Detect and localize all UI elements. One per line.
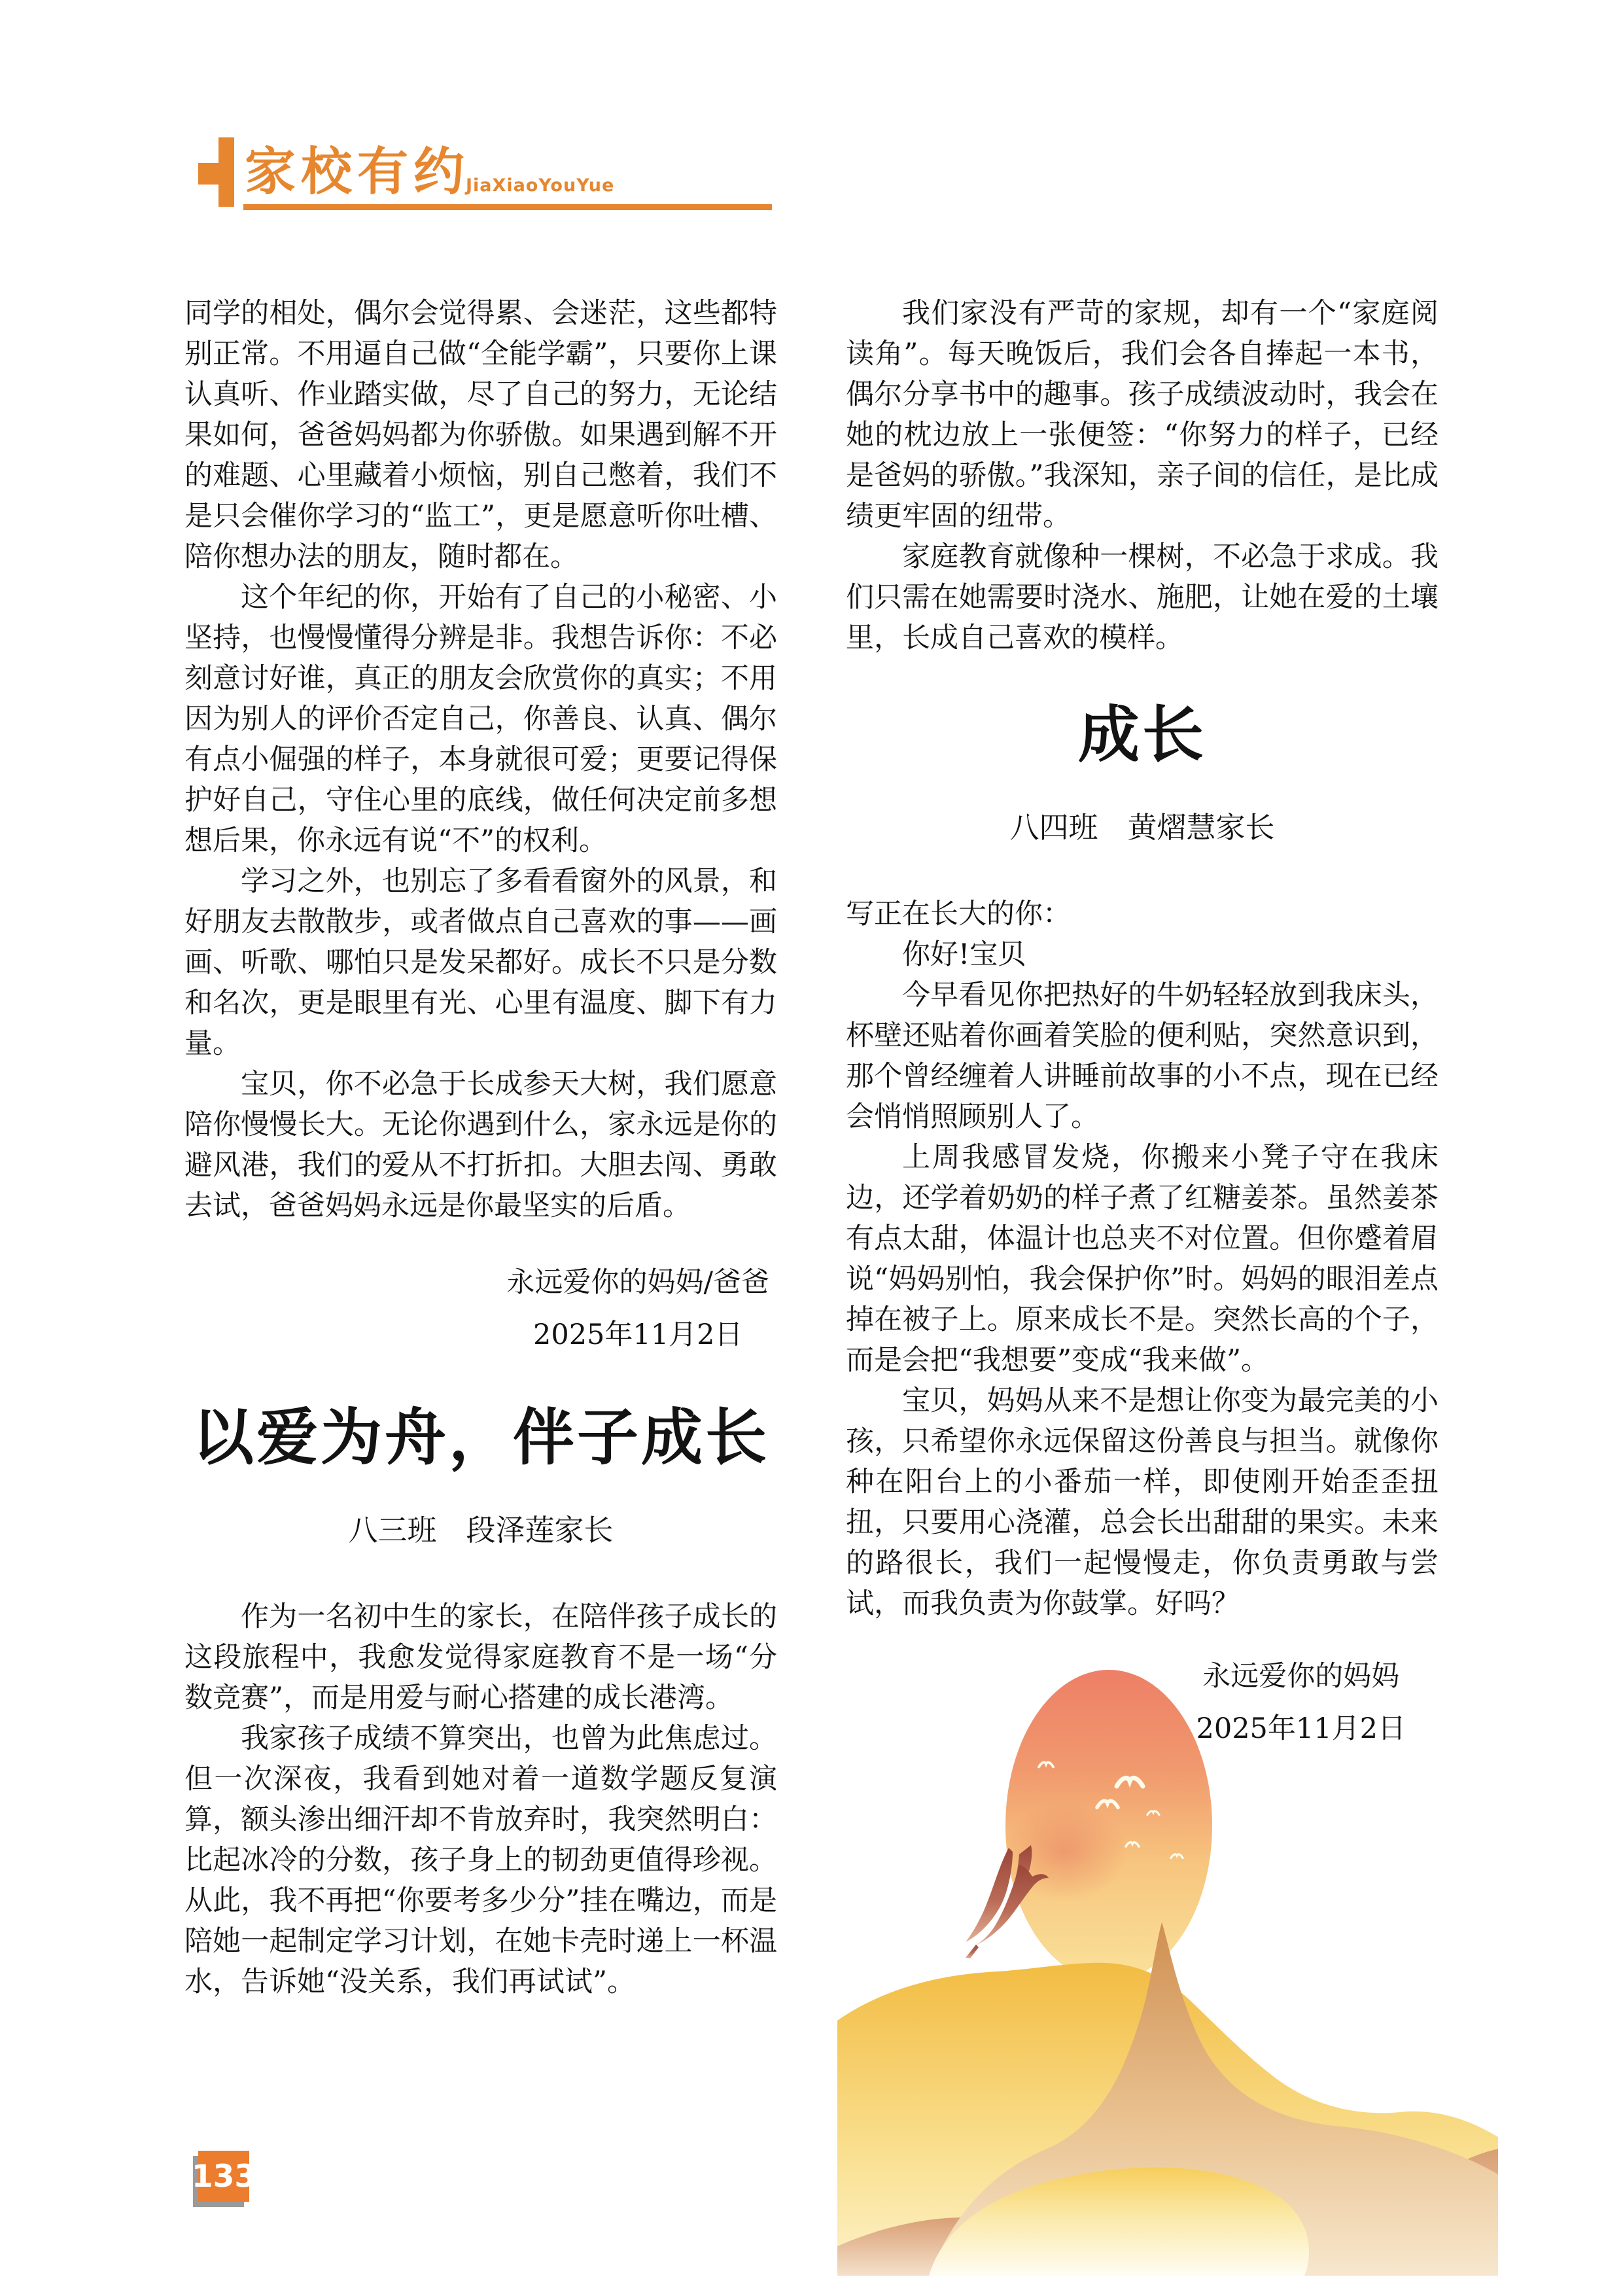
letter-signature-block [507,1256,770,1361]
article-byline: 八四班 黄熠慧家长 [1009,810,1275,845]
article-paragraph: 我家孩子成绩不算突出，也曾为此焦虑过。但一次深夜，我看到她对着一道数学题反复演算，额头渗出细汗却不肯放弃时，我突然明白：比起冰冷的分数，孩子身上的韧劲更值得珍视。从此，我不再把“你要考多少分”挂在嘴边，而是陪她一起制定学习计划，在她卡壳时递上一杯温水，告诉她“没关系，我们再试试”。 [184,1722,777,1998]
letter-paragraph: 学习之外，也别忘了多看看窗外的风景，和好朋友去散散步，或者做点自己喜欢的事——画画、听歌、哪怕只是发呆都好。成长不只是分数和名次，更是眼里有光、心里有温度、脚下有力量。 [184,865,777,1060]
logo-bar-decoration [218,137,234,207]
logo-square-decoration [198,163,218,185]
letter-salutation: 写正在长大的你： [846,898,1071,930]
article-title: 成长 [1077,699,1206,771]
letter-paragraph: 宝贝，妈妈从来不是想让你变为最完美的小孩，只希望你永远保留这份善良与担当。就像你种在阳台上的小番茄一样，即使刚开始歪歪扭扭，只要用心浇灌，总会长出甜甜的果实。未来的路很长，我们一起慢慢走，你负责勇敢与尝试，而我负责为你鼓掌。好吗？ [846,1385,1439,1620]
article-byline: 八三班 段泽莲家长 [348,1513,614,1547]
signature-date: 2025年11月2日 [1196,1712,1406,1745]
letter-signature-block [1196,1650,1406,1755]
letter-paragraph: 今早看见你把热好的牛奶轻轻放到我床头，杯壁还贴着你画着笑脸的便利贴，突然意识到，那个曾经缠着人讲睡前故事的小不点，现在已经会悄悄照顾别人了。 [846,979,1439,1133]
right-column [846,293,1439,1775]
letter-paragraph: 同学的相处，偶尔会觉得累、会迷茫，这些都特别正常。不用逼自己做“全能学霸”，只要你上课认真听、作业踏实做，尽了自己的努力，无论结果如何，爸爸妈妈都为你骄傲。如果遇到解不开的难题、心里藏着小烦恼，别自己憋着，我们不是只会催你学习的“监工”，更是愿意听你吐槽、陪你想办法的朋友，随时都在。 [184,297,777,573]
letter-paragraph: 宝贝，你不必急于长成参天大树，我们愿意陪你慢慢长大。无论你遇到什么，家永远是你的避风港，我们的爱从不打折扣。大胆去闯、勇敢去试，爸爸妈妈永远是你最坚实的后盾。 [184,1068,777,1222]
header-rule [243,204,772,210]
magazine-section-logo: 家校有约 [245,142,470,202]
article-paragraph: 作为一名初中生的家长，在陪伴孩子成长的这段旅程中，我愈发觉得家庭教育不是一场“分数竞赛”，而是用爱与耐心搭建的成长港湾。 [184,1600,777,1714]
article-paragraph: 家庭教育就像种一棵树，不必急于求成。我们只需在她需要时浇水、施肥，让她在爱的土壤里，长成自己喜欢的模样。 [846,540,1439,654]
letter-paragraph: 上周我感冒发烧，你搬来小凳子守在我床边，还学着奶奶的样子煮了红糖姜茶。虽然姜茶有点太甜，体温计也总夹不对位置。但你蹙着眉说“妈妈别怕，我会保护你”时。妈妈的眼泪差点掉在被子上。原来成长不是。突然长高的个子，而是会把“我想要”变成“我来做”。 [846,1141,1439,1377]
page-number-badge: 133 [198,2151,249,2202]
article-title: 以爱为舟，伴子成长 [192,1402,769,1474]
left-column [184,293,777,2002]
mountain-ridges [837,1922,1498,2276]
letter-paragraph: 这个年纪的你，开始有了自己的小秘密、小坚持，也慢慢懂得分辨是非。我想告诉你：不必刻意讨好谁，真正的朋友会欣赏你的真实；不用因为别人的评价否定自己，你善良、认真、偶尔有点小倔强的样子，本身就很可爱；更要记得保护好自己，守住心里的底线，做任何决定前多想想后果，你永远有说“不”的权利。 [184,581,777,857]
letter-greeting: 你好!宝贝 [902,938,1026,971]
signature-line: 永远爱你的妈妈/爸爸 [506,1266,769,1299]
signature-date: 2025年11月2日 [532,1318,743,1351]
article-paragraph: 我们家没有严苛的家规，却有一个“家庭阅读角”。每天晚饭后，我们会各自捧起一本书，偶尔分享书中的趣事。孩子成绩波动时，我会在她的枕边放上一张便签：“你努力的样子，已经是爸妈的骄傲。”我深知，亲子间的信任，是比成绩更牢固的纽带。 [846,297,1439,533]
signature-line: 永远爱你的妈妈 [1202,1660,1400,1693]
magazine-section-logo-pinyin: JiaXiaoYouYue [466,175,615,196]
